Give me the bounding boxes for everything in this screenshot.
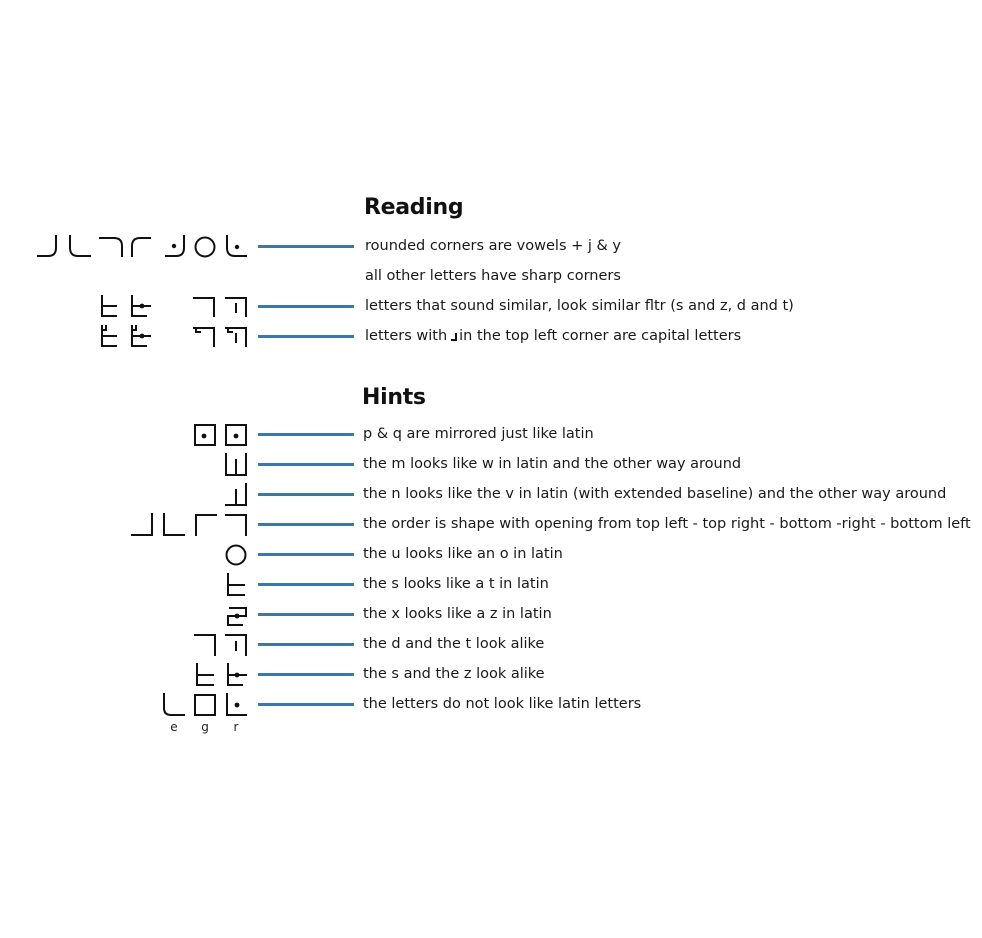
row-label: the d and the t look alike — [363, 636, 545, 652]
row-label: the s and the z look alike — [363, 666, 545, 682]
glyph-m — [226, 454, 246, 475]
glyph-t — [226, 298, 246, 316]
row-label — [365, 327, 741, 345]
glyph-e — [164, 694, 184, 715]
glyph-g — [195, 695, 215, 715]
connector-line — [258, 613, 354, 616]
reading-row-sharp — [0, 262, 982, 292]
row-label: the u looks like an o in latin — [363, 546, 563, 562]
glyph-s — [228, 574, 244, 595]
letter-label-g: g — [201, 720, 209, 734]
reading-row-capitals — [0, 322, 982, 352]
pq-glyphs — [0, 420, 260, 450]
row-label: the order is shape with opening from top left - top right - bottom -right - bottom left — [363, 516, 971, 532]
glyph-circle — [196, 238, 215, 257]
glyph-rounded-bottom-left — [70, 236, 90, 256]
glyph-order-1 — [132, 514, 152, 535]
capital-letter-glyphs — [0, 322, 260, 352]
connector-line — [258, 523, 354, 526]
row-label: the x looks like a z in latin — [363, 606, 552, 622]
corner-mark-icon — [451, 333, 457, 341]
glyph-order-2 — [164, 514, 184, 535]
glyph-s — [197, 664, 213, 685]
letter-label-e: e — [170, 720, 178, 734]
u-glyph — [0, 540, 260, 570]
connector-line — [258, 335, 354, 338]
hint-row-dt — [0, 630, 982, 660]
hint-row-s — [0, 570, 982, 600]
row-label: the letters do not look like latin letters — [363, 696, 642, 712]
connector-line — [258, 703, 354, 706]
sz-glyphs — [0, 660, 260, 690]
egr-glyphs — [0, 690, 260, 720]
connector-line — [258, 583, 354, 586]
row-label: the s looks like a t in latin — [363, 576, 549, 592]
hint-row-sz — [0, 660, 982, 690]
connector-line — [258, 433, 354, 436]
hints-heading: Hints — [362, 385, 426, 410]
s-glyph — [0, 570, 260, 600]
m-glyph — [0, 450, 260, 480]
glyph-d — [195, 635, 215, 655]
glyph-s — [102, 296, 116, 316]
hint-row-unique — [0, 690, 982, 720]
row-label: p & q are mirrored just like latin — [363, 426, 594, 442]
glyph-rounded-top-right — [100, 238, 122, 256]
x-glyph — [0, 600, 260, 630]
hint-row-m — [0, 450, 982, 480]
glyph-order-4 — [226, 515, 246, 535]
row-label: the n looks like the v in latin (with extended baseline) and the other way around — [363, 486, 947, 502]
glyph-order-3 — [196, 515, 216, 535]
order-glyphs — [0, 510, 260, 540]
n-glyph — [0, 480, 260, 510]
reading-row-similar — [0, 292, 982, 322]
glyph-n — [226, 484, 246, 505]
hint-row-order — [0, 510, 982, 540]
hint-row-u — [0, 540, 982, 570]
letter-label-r: r — [233, 720, 239, 734]
connector-line — [258, 245, 354, 248]
hint-row-x — [0, 600, 982, 630]
glyph-d — [194, 298, 214, 316]
connector-line — [258, 553, 354, 556]
row-label: all other letters have sharp corners — [365, 268, 621, 284]
glyph-capital-s — [102, 326, 116, 346]
row-label-before: letters with — [365, 328, 448, 344]
glyph-rounded-bottom-right — [38, 236, 56, 256]
row-label: letters that sound similar, look similar fltr (s and z, d and t) — [365, 298, 794, 314]
reading-row-vowels — [0, 232, 982, 262]
glyph-rounded-top-left — [132, 238, 150, 256]
row-label: the m looks like w in latin and the other way around — [363, 456, 742, 472]
glyph-capital-t — [226, 328, 246, 346]
glyph-capital-d — [194, 328, 214, 346]
connector-line — [258, 673, 354, 676]
connector-line — [258, 305, 354, 308]
glyph-t — [226, 635, 246, 655]
row-label-after: in the top left corner are capital letters — [459, 328, 742, 344]
similar-letter-glyphs — [0, 292, 260, 322]
connector-line — [258, 643, 354, 646]
glyph-u — [227, 546, 246, 565]
hint-row-pq — [0, 420, 982, 450]
rounded-letter-glyphs — [0, 232, 260, 262]
connector-line — [258, 463, 354, 466]
reading-heading: Reading — [364, 195, 464, 220]
dt-glyphs — [0, 630, 260, 660]
connector-line — [258, 493, 354, 496]
row-label: rounded corners are vowels + j & y — [365, 238, 621, 254]
hint-row-n — [0, 480, 982, 510]
